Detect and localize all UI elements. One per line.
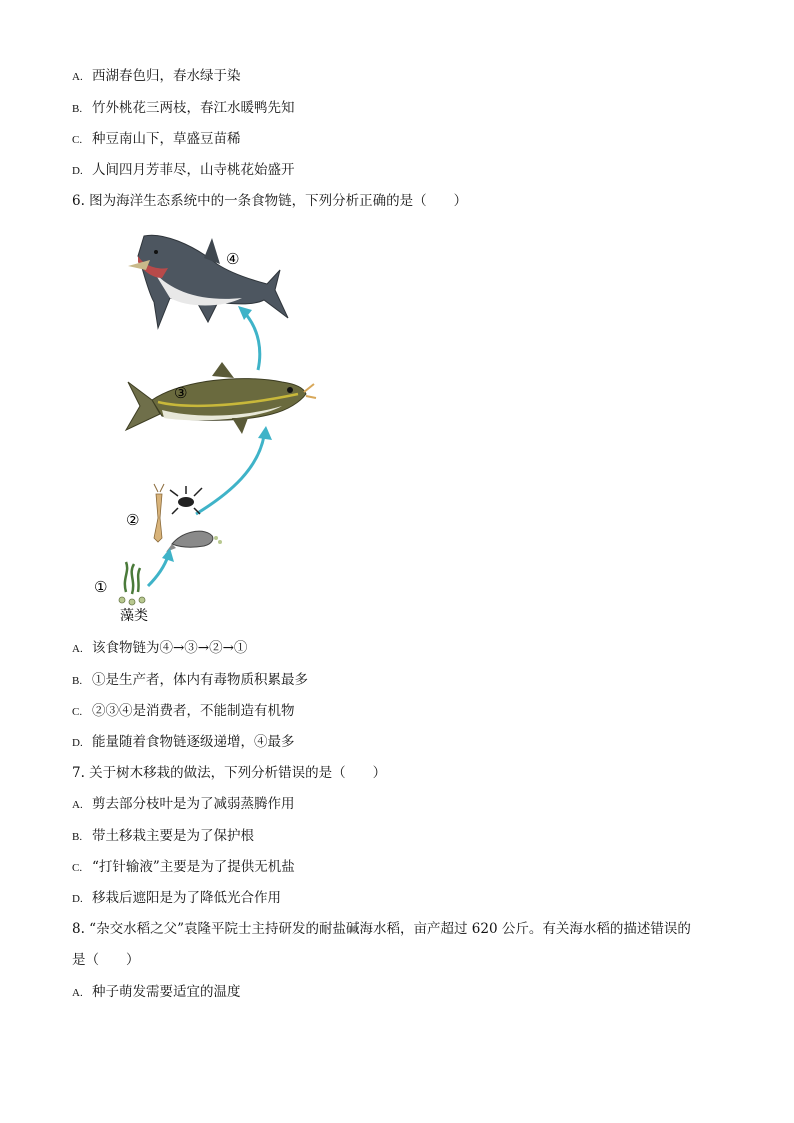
option-a (72, 67, 241, 86)
option-letter: A. (72, 71, 83, 83)
question-7-option-c (72, 858, 295, 877)
label-2: ② (126, 511, 140, 529)
small-consumers-icon (154, 484, 222, 552)
option-letter: A. (72, 643, 83, 655)
option-text: ①是生产者，体内有毒物质积累最多 (92, 672, 308, 688)
arrow-2-to-3 (196, 436, 264, 514)
option-letter: C. (72, 706, 83, 718)
option-letter: D. (72, 165, 83, 177)
shark-icon (128, 235, 288, 328)
option-text: “打针输液”主要是为了提供无机盐 (92, 859, 295, 875)
question-6-option-d (72, 733, 295, 752)
food-chain-figure (92, 222, 332, 632)
food-chain-illustration (92, 222, 332, 632)
option-text: 竹外桃花三两枝，春江水暖鸭先知 (92, 100, 295, 116)
option-text: 人间四月芳菲尽，山寺桃花始盛开 (92, 162, 295, 178)
option-text: ②③④是消费者，不能制造有机物 (92, 703, 295, 719)
option-text: 移栽后遮阳是为了降低光合作用 (92, 890, 281, 906)
option-c (72, 130, 241, 149)
question-7-option-a (72, 795, 295, 814)
arrow-1-to-2 (148, 556, 168, 586)
question-6-option-a (72, 639, 247, 658)
question-8-stem-line-2: 是（ ） (72, 952, 140, 968)
option-text: 剪去部分枝叶是为了减弱蒸腾作用 (92, 796, 295, 812)
option-letter: B. (72, 675, 83, 687)
option-letter: A. (72, 799, 83, 811)
question-6-option-b (72, 671, 308, 690)
question-8-option-a (72, 983, 241, 1002)
option-letter: D. (72, 737, 83, 749)
option-letter: C. (72, 862, 83, 874)
label-4: ④ (226, 250, 240, 268)
fish-icon (126, 362, 316, 434)
option-d (72, 161, 295, 180)
question-6-option-c (72, 702, 295, 721)
option-b (72, 99, 295, 118)
option-letter: B. (72, 831, 83, 843)
question-7-stem: 7. 关于树木移栽的做法，下列分析错误的是（ ） (72, 765, 387, 781)
label-3: ③ (174, 384, 188, 402)
question-8-stem-line-1: 8. “杂交水稻之父”袁隆平院士主持研发的耐盐碱海水稻，亩产超过 620 公斤。有关海水稻的描述错误的 (72, 921, 691, 937)
option-text: 种子萌发需要适宜的温度 (92, 984, 241, 1000)
arrow-3-to-4 (244, 312, 260, 370)
option-text: 西湖春色归，春水绿于染 (92, 68, 241, 84)
question-6-stem: 6. 图为海洋生态系统中的一条食物链，下列分析正确的是（ ） (72, 193, 468, 209)
option-text: 种豆南山下，草盛豆苗稀 (92, 131, 241, 147)
question-7-option-b (72, 827, 254, 846)
question-7-option-d (72, 889, 281, 908)
option-letter: C. (72, 134, 83, 146)
option-text: 该食物链为④→③→②→① (92, 640, 248, 656)
option-text: 带土移栽主要是为了保护根 (92, 828, 254, 844)
option-letter: A. (72, 987, 83, 999)
arrow-head-3 (258, 426, 272, 440)
option-letter: B. (72, 103, 83, 115)
option-letter: D. (72, 893, 83, 905)
option-text: 能量随着食物链逐级递增，④最多 (92, 734, 295, 750)
algae-icon (119, 562, 145, 605)
label-1: ① (94, 578, 108, 596)
algae-caption: 藻类 (120, 608, 148, 624)
